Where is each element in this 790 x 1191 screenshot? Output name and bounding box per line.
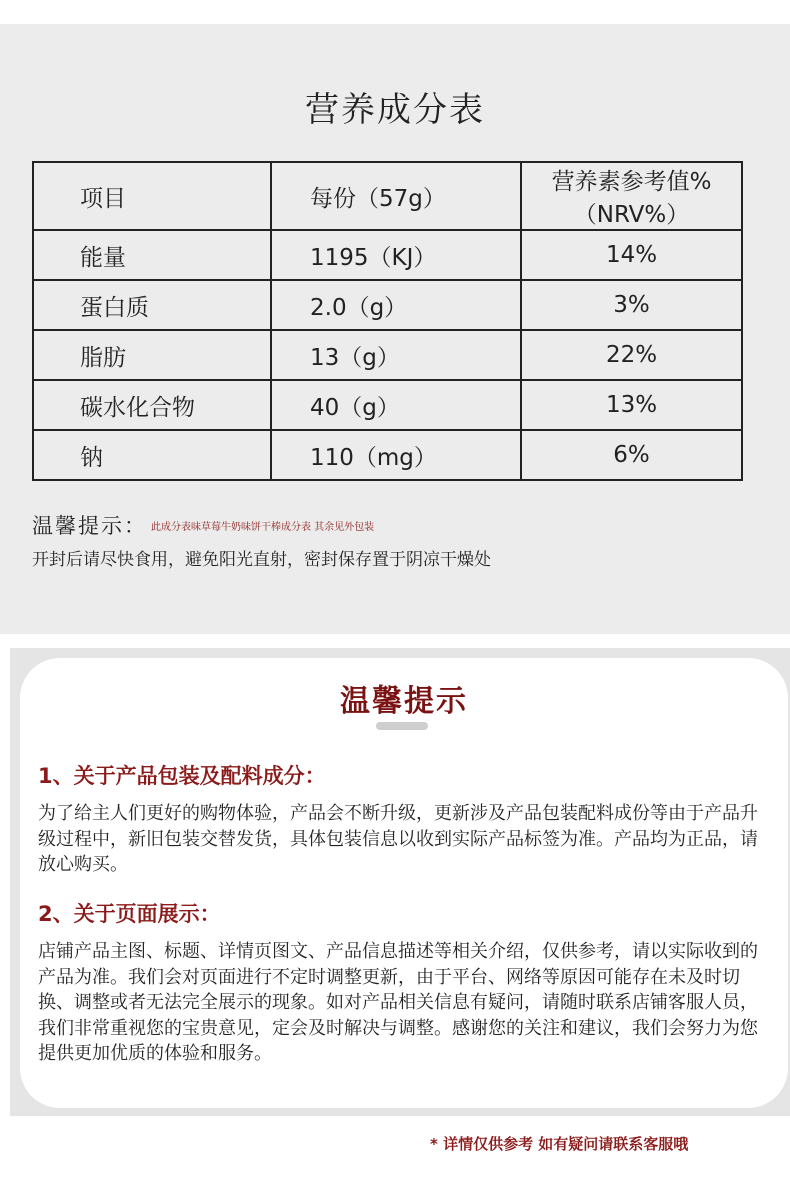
storage-instructions: 开封后请尽快食用，避免阳光直射，密封保存置于阴凉干燥处 [32, 550, 491, 570]
nutrition-table [32, 161, 743, 481]
tips-line [32, 510, 374, 540]
row-item: 脂肪 [33, 330, 271, 380]
row-nrv: 3% [521, 280, 742, 330]
row-amount: 40（g） [271, 380, 521, 430]
row-amount: 1195（KJ） [271, 230, 521, 280]
tips-label: 温馨提示： [32, 514, 147, 538]
section-heading-page-display: 2、关于页面展示： [38, 902, 221, 926]
nutrition-title: 营养成分表 [305, 90, 485, 130]
footer-note: * 详情仅供参考 如有疑问请联系客服哦 [430, 1135, 689, 1153]
notice-title: 温馨提示 [340, 684, 468, 719]
row-amount: 13（g） [271, 330, 521, 380]
row-nrv: 13% [521, 380, 742, 430]
row-amount: 2.0（g） [271, 280, 521, 330]
row-nrv: 22% [521, 330, 742, 380]
row-item: 能量 [33, 230, 271, 280]
header-item: 项目 [33, 162, 271, 230]
row-amount: 110（mg） [271, 430, 521, 480]
table-row [33, 330, 742, 380]
header-nrv: 营养素参考值%（NRV%） [521, 162, 742, 230]
tips-note: 此成分表味草莓牛奶味饼干棒成分表 其余见外包装 [151, 522, 375, 533]
row-item: 蛋白质 [33, 280, 271, 330]
row-item: 钠 [33, 430, 271, 480]
table-row [33, 280, 742, 330]
table-header-row [33, 162, 742, 230]
table-row [33, 230, 742, 280]
section-body-packaging: 为了给主人们更好的购物体验，产品会不断升级，更新涉及产品包装配料成份等由于产品升级过程中，新旧包装交替发货，具体包装信息以收到实际产品标签为准。产品均为正品，请放心购买。 [38, 803, 758, 875]
section-body-page-display: 店铺产品主图、标题、详情页图文、产品信息描述等相关介绍，仅供参考，请以实际收到的产品为准。我们会对页面进行不定时调整更新，由于平台、网络等原因可能存在未及时切换、调整或者无法完全展示的现象。如对产品相关信息有疑问，请随时联系店铺客服人员，我们非常重视您的宝贵意见，定会及时解决与调整。感谢您的关注和建议，我们会努力为您提供更加优质的体验和服务。 [38, 941, 758, 1064]
table-row [33, 380, 742, 430]
row-nrv: 6% [521, 430, 742, 480]
table-row [33, 430, 742, 480]
header-per-serving: 每份（57g） [271, 162, 521, 230]
row-item: 碳水化合物 [33, 380, 271, 430]
title-divider [376, 722, 428, 730]
section-heading-packaging: 1、关于产品包装及配料成分： [38, 764, 326, 788]
row-nrv: 14% [521, 230, 742, 280]
